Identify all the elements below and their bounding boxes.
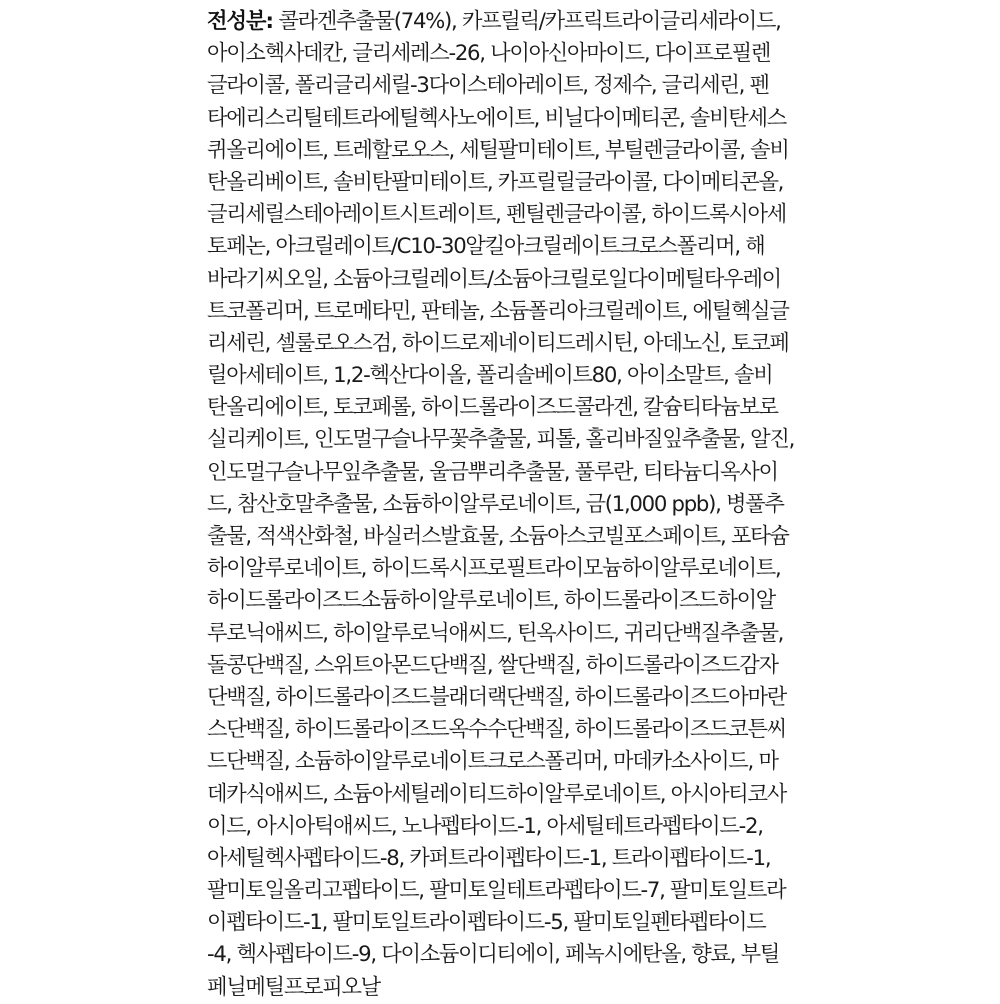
- ingredients-text: 콜라겐추출물(74%), 카프릴릭/카프릭트라이글리세라이드,: [273, 9, 781, 34]
- ingredients-line: -4, 헥사펩타이드-9, 다이소듐이디티에이, 페녹시에탄올, 향료, 부틸: [207, 942, 780, 968]
- ingredients-line: 인도멀구슬나무잎추출물, 울금뿌리추출물, 풀루란, 티타늄디옥사이: [207, 459, 778, 485]
- ingredients-line: 트코폴리머, 트로메타민, 판테놀, 소듐폴리아크릴레이트, 에틸헥실글: [207, 298, 789, 324]
- ingredients-line: 팔미토일올리고펩타이드, 팔미토일테트라펩타이드-7, 팔미토일트라: [207, 878, 786, 904]
- ingredients-line: 하이알루로네이트, 하이드록시프로필트라이모늄하이알루로네이트,: [207, 556, 781, 582]
- ingredients-line: 실리케이트, 인도멀구슬나무꽃추출물, 피톨, 홀리바질잎추출물, 알진,: [207, 427, 795, 453]
- ingredients-line: 리세린, 셀룰로오스검, 하이드로제네이티드레시틴, 아데노신, 토코페: [207, 330, 789, 356]
- ingredients-line: 돌콩단백질, 스위트아몬드단백질, 쌀단백질, 하이드롤라이즈드감자: [207, 652, 778, 678]
- ingredients-line: 하이드롤라이즈드소듐하이알루로네이트, 하이드롤라이즈드하이알: [207, 588, 776, 614]
- ingredients-line: 탄올리베이트, 솔비탄팔미테이트, 카프릴릴글라이콜, 다이메티콘올,: [207, 169, 784, 195]
- ingredients-line: 드, 참산호말추출물, 소듐하이알루로네이트, 금(1,000 ppb), 병풀추: [207, 491, 784, 517]
- ingredients-line: [207, 6, 799, 38]
- ingredients-label: 전성분:: [207, 9, 274, 34]
- ingredients-line: 글라이콜, 폴리글리세릴-3다이스테아레이트, 정제수, 글리세린, 펜: [207, 73, 769, 99]
- ingredients-line: 데카식애씨드, 소듐아세틸레이티드하이알루로네이트, 아시아티코사: [207, 781, 786, 807]
- ingredients-line: 타에리스리틸테트라에틸헥사노에이트, 비닐다이메티콘, 솔비탄세스: [207, 105, 786, 131]
- ingredients-line: 출물, 적색산화철, 바실러스발효물, 소듐아스코빌포스페이트, 포타슘: [207, 524, 789, 549]
- ingredients-line: 아세틸헥사펩타이드-8, 카퍼트라이펩타이드-1, 트라이펩타이드-1,: [207, 845, 771, 871]
- ingredients-line: 바라기씨오일, 소듐아크릴레이트/소듐아크릴로일다이메틸타우레이: [207, 266, 781, 292]
- ingredients-line: 페닐메틸프로피오날: [207, 974, 380, 1000]
- ingredients-list: [207, 6, 807, 1004]
- ingredients-line: 이드, 아시아틱애씨드, 노나펩타이드-1, 아세틸테트라펩타이드-2,: [207, 813, 763, 839]
- ingredients-line: 글리세릴스테아레이트시트레이트, 펜틸렌글라이콜, 하이드록시아세: [207, 202, 786, 228]
- ingredients-line: 스단백질, 하이드롤라이즈드옥수수단백질, 하이드롤라이즈드코튼씨: [207, 717, 786, 743]
- ingredients-line: 퀴올리에이트, 트레할로오스, 세틸팔미테이트, 부틸렌글라이콜, 솔비: [207, 137, 789, 163]
- ingredients-line: 드단백질, 소듐하이알루로네이트크로스폴리머, 마데카소사이드, 마: [207, 749, 778, 775]
- ingredients-line: 단백질, 하이드롤라이즈드블래더랙단백질, 하이드롤라이즈드아마란: [207, 684, 786, 710]
- ingredients-line: 아이소헥사데칸, 글리세레스-26, 나이아신아마이드, 다이프로필렌: [207, 41, 771, 67]
- ingredients-line: 릴아세테이트, 1,2-헥산다이올, 폴리솔베이트80, 아이소말트, 솔비: [207, 363, 773, 389]
- ingredients-line: 탄올리에이트, 토코페롤, 하이드롤라이즈드콜라겐, 칼슘티타늄보로: [207, 395, 778, 421]
- ingredients-line: 루로닉애씨드, 하이알루로닉애씨드, 틴옥사이드, 귀리단백질추출물,: [207, 620, 784, 646]
- ingredients-line: 이펩타이드-1, 팔미토일트라이펩타이드-5, 팔미토일펜타펩타이드: [207, 910, 766, 936]
- ingredients-line: 토페논, 아크릴레이트/C10-30알킬아크릴레이트크로스폴리머, 해: [207, 234, 765, 260]
